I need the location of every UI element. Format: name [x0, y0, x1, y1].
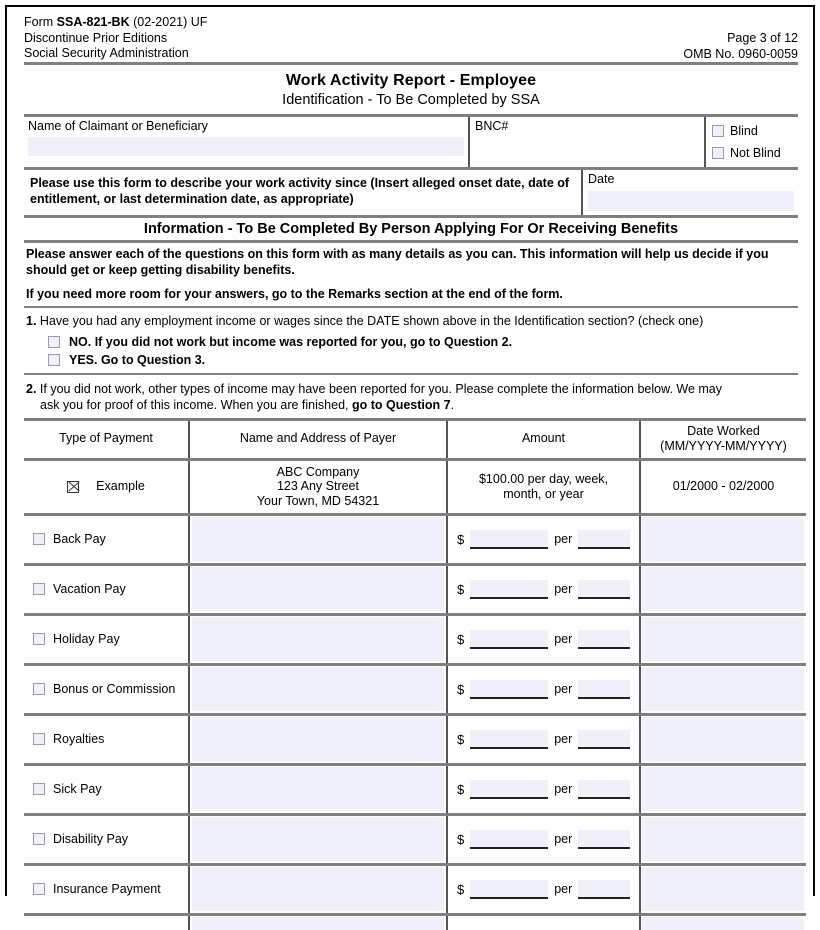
row-date-worked-input[interactable] [642, 617, 804, 661]
row-payer-input[interactable] [192, 717, 444, 761]
row-type-option[interactable] [24, 882, 188, 896]
currency-symbol: $ [457, 731, 465, 747]
row-checkbox-icon[interactable] [33, 633, 45, 645]
row-date-worked-cell [640, 764, 806, 814]
row-payer-input[interactable] [192, 517, 444, 561]
identification-section [24, 114, 798, 170]
claimant-name-label: Name of Claimant or Beneficiary [28, 119, 208, 133]
question-1-no-checkbox-icon[interactable] [48, 336, 60, 348]
row-amount-cell [447, 614, 640, 664]
bnc-input[interactable] [475, 137, 700, 156]
example-type-wrap [24, 479, 188, 494]
question-2-text-part-1: If you did not work, other types of income may have been reported for you. Please complete the information below. We may [39, 381, 722, 396]
question-2-text-part-2 [26, 397, 796, 413]
question-2 [24, 375, 798, 418]
bnc-label: BNC# [475, 119, 509, 133]
onset-date-input[interactable] [588, 191, 794, 211]
row-type-cell [24, 514, 189, 564]
row-amount-input[interactable] [470, 830, 548, 849]
table-row-example [24, 459, 806, 514]
information-banner: Information - To Be Completed By Person Applying For Or Receiving Benefits [24, 218, 798, 243]
agency-name: Social Security Administration [24, 46, 189, 60]
row-payer-cell [189, 814, 447, 864]
not-blind-checkbox-icon[interactable] [712, 147, 724, 159]
row-payer-input[interactable] [192, 767, 444, 811]
row-period-input[interactable] [578, 830, 630, 849]
row-checkbox-icon[interactable] [33, 583, 45, 595]
row-type-option[interactable] [24, 782, 188, 796]
form-header-left [24, 15, 207, 62]
column-header-payer: Name and Address of Payer [189, 419, 447, 459]
row-period-input[interactable] [578, 680, 630, 699]
use-form-instruction: Please use this form to describe your work activity since (Insert alleged onset date, date of entitlement, or last determination date, as appropriate) [24, 170, 583, 215]
row-type-cell [24, 714, 189, 764]
row-payer-cell [189, 864, 447, 914]
table-row [24, 864, 806, 914]
form-header-right [683, 15, 798, 62]
claimant-name-input[interactable] [28, 137, 464, 156]
row-type-cell [24, 564, 189, 614]
question-2-tail: . [450, 397, 455, 412]
blind-option[interactable] [712, 120, 794, 142]
form-sheet [6, 5, 814, 896]
not-blind-label: Not Blind [730, 146, 781, 160]
table-row-partial [24, 914, 806, 930]
row-date-worked-input[interactable] [642, 717, 804, 761]
row-period-input[interactable] [578, 530, 630, 549]
example-type-cell [24, 459, 189, 514]
row-amount-wrap [448, 830, 639, 849]
partial-payer-input[interactable] [192, 917, 444, 930]
row-payer-cell [189, 514, 447, 564]
column-header-date-worked-line1: Date Worked [687, 423, 760, 438]
example-amount-line-2: month, or year [503, 486, 584, 501]
row-amount-cell [447, 814, 640, 864]
row-payer-input[interactable] [192, 667, 444, 711]
discontinue-notice: Discontinue Prior Editions [24, 30, 168, 45]
currency-symbol: $ [457, 631, 465, 647]
row-type-cell [24, 764, 189, 814]
row-type-label: Holiday Pay [53, 632, 120, 646]
row-date-worked-cell [640, 714, 806, 764]
row-date-worked-input[interactable] [642, 667, 804, 711]
question-2-number: 2. [26, 381, 37, 396]
partial-date-worked-cell [640, 914, 806, 930]
payment-table-header-row [24, 419, 806, 459]
row-type-option[interactable] [24, 732, 188, 746]
row-amount-input[interactable] [470, 530, 548, 549]
column-header-date-worked-line2: (MM/YYYY-MM/YYYY) [660, 438, 787, 453]
row-type-cell [24, 664, 189, 714]
example-payer-line-2: 123 Any Street [276, 479, 359, 494]
table-row [24, 614, 806, 664]
example-payer-cell [189, 459, 447, 514]
partial-type-cell [24, 914, 189, 930]
row-type-option[interactable] [24, 582, 188, 596]
row-amount-wrap [448, 680, 639, 699]
instructions-line-1: Please answer each of the questions on this form with as many details as you can. This information will help us decide if you should get or keep getting disability benefits. [26, 247, 769, 277]
column-header-type-of-payment: Type of Payment [24, 419, 189, 459]
form-identifier-line [24, 15, 207, 31]
row-amount-input[interactable] [470, 780, 548, 799]
row-checkbox-icon[interactable] [33, 883, 45, 895]
row-amount-input[interactable] [470, 730, 548, 749]
table-row [24, 664, 806, 714]
table-row [24, 764, 806, 814]
row-date-worked-cell [640, 664, 806, 714]
row-period-input[interactable] [578, 630, 630, 649]
per-label: per [554, 632, 573, 646]
row-type-label: Disability Pay [53, 832, 129, 846]
table-row [24, 514, 806, 564]
per-label: per [554, 682, 573, 696]
row-type-option[interactable] [24, 682, 188, 696]
row-payer-cell [189, 614, 447, 664]
row-date-worked-input[interactable] [642, 517, 804, 561]
row-type-label: Royalties [53, 732, 105, 746]
partial-payer-cell [189, 914, 447, 930]
row-type-option[interactable] [24, 832, 188, 846]
row-amount-cell [447, 864, 640, 914]
example-payer-line-1: ABC Company [276, 464, 360, 479]
row-amount-cell [447, 714, 640, 764]
currency-symbol: $ [457, 881, 465, 897]
row-amount-cell [447, 514, 640, 564]
row-date-worked-input[interactable] [642, 567, 804, 611]
row-type-label: Bonus or Commission [53, 682, 176, 696]
row-amount-cell [447, 564, 640, 614]
partial-amount-cell [447, 914, 640, 930]
currency-symbol: $ [457, 531, 465, 547]
question-1-no-label: NO. If you did not work but income was reported for you, go to Question 2. [69, 334, 513, 349]
onset-date-cell [583, 170, 798, 215]
row-amount-wrap [448, 730, 639, 749]
blind-label: Blind [730, 124, 758, 138]
row-type-option[interactable] [24, 632, 188, 646]
blind-checkbox-icon[interactable] [712, 125, 724, 137]
row-checkbox-icon[interactable] [33, 683, 45, 695]
row-type-label: Sick Pay [53, 782, 102, 796]
per-label: per [554, 832, 573, 846]
example-amount-cell [447, 459, 640, 514]
row-date-worked-input[interactable] [642, 767, 804, 811]
onset-date-label: Date [588, 172, 615, 186]
form-number: SSA-821-BK [56, 15, 130, 29]
row-date-worked-cell [640, 814, 806, 864]
per-label: per [554, 732, 573, 746]
row-date-worked-input[interactable] [642, 867, 804, 911]
row-checkbox-icon[interactable] [33, 783, 45, 795]
row-type-cell [24, 814, 189, 864]
blind-status-cell [706, 117, 798, 167]
example-date-worked-cell: 01/2000 - 02/2000 [640, 459, 806, 514]
question-1-number: 1. [26, 313, 37, 328]
per-label: per [554, 882, 573, 896]
row-checkbox-icon[interactable] [33, 733, 45, 745]
row-payer-input[interactable] [192, 867, 444, 911]
question-2-lead: ask you for proof of this income. When you are finished, [40, 397, 352, 412]
row-date-worked-input[interactable] [642, 817, 804, 861]
row-payer-cell [189, 714, 447, 764]
row-payer-input[interactable] [192, 817, 444, 861]
example-payer-line-3: Your Town, MD 54321 [256, 493, 380, 508]
use-form-section [24, 170, 798, 218]
row-payer-cell [189, 664, 447, 714]
question-1-text: Have you had any employment income or wages since the DATE shown above in the Identification section? (check one) [39, 313, 704, 328]
column-header-date-worked [640, 419, 806, 459]
row-amount-input[interactable] [470, 630, 548, 649]
currency-symbol: $ [457, 681, 465, 697]
question-1-yes-checkbox-icon[interactable] [48, 354, 60, 366]
row-payer-input[interactable] [192, 617, 444, 661]
page-number: Page 3 of 12 [727, 31, 798, 45]
question-1-option-no[interactable] [24, 331, 798, 349]
question-1-option-yes[interactable] [24, 349, 798, 373]
table-row [24, 564, 806, 614]
row-type-cell [24, 864, 189, 914]
question-1-yes-label: YES. Go to Question 3. [69, 352, 206, 367]
example-checkbox-checked-icon [67, 481, 79, 493]
table-row [24, 814, 806, 864]
per-label: per [554, 532, 573, 546]
row-checkbox-icon[interactable] [33, 533, 45, 545]
row-checkbox-icon[interactable] [33, 833, 45, 845]
form-edition: (02-2021) UF [133, 15, 208, 29]
table-row [24, 714, 806, 764]
row-amount-cell [447, 664, 640, 714]
row-period-input[interactable] [578, 780, 630, 799]
instructions-line-2: If you need more room for your answers, go to the Remarks section at the end of the form. [26, 287, 563, 301]
row-amount-wrap [448, 630, 639, 649]
row-amount-cell [447, 764, 640, 814]
row-amount-input[interactable] [470, 580, 548, 599]
row-amount-wrap [448, 530, 639, 549]
row-amount-wrap [448, 780, 639, 799]
row-date-worked-cell [640, 614, 806, 664]
row-date-worked-cell [640, 564, 806, 614]
not-blind-option[interactable] [712, 142, 794, 164]
form-header [24, 15, 798, 62]
question-2-goto-link: go to Question 7 [351, 397, 451, 412]
row-payer-cell [189, 764, 447, 814]
example-label: Example [96, 479, 145, 494]
per-label: per [554, 582, 573, 596]
row-amount-input[interactable] [470, 680, 548, 699]
form-prefix-label: Form [24, 15, 54, 29]
row-type-cell [24, 614, 189, 664]
page-subtitle: Identification - To Be Completed by SSA [282, 92, 540, 108]
row-type-option[interactable] [24, 532, 188, 546]
currency-symbol: $ [457, 581, 465, 597]
example-amount-line-1: $100.00 per day, week, [478, 472, 609, 486]
payment-table-body [24, 459, 806, 930]
omb-number: OMB No. 0960-0059 [683, 46, 798, 61]
payment-table [24, 418, 806, 930]
row-payer-cell [189, 564, 447, 614]
row-period-input[interactable] [578, 730, 630, 749]
row-type-label: Insurance Payment [53, 882, 161, 896]
row-type-label: Back Pay [53, 532, 106, 546]
bnc-cell [470, 117, 706, 167]
column-header-amount: Amount [447, 419, 640, 459]
currency-symbol: $ [457, 781, 465, 797]
instructions-spacer [26, 278, 796, 287]
page-title: Work Activity Report - Employee [285, 72, 537, 89]
row-period-input[interactable] [578, 580, 630, 599]
row-type-label: Vacation Pay [53, 582, 126, 596]
row-payer-input[interactable] [192, 567, 444, 611]
row-date-worked-cell [640, 864, 806, 914]
claimant-name-cell [24, 117, 470, 167]
question-1 [24, 308, 798, 331]
partial-date-worked-input[interactable] [642, 917, 804, 930]
per-label: per [554, 782, 573, 796]
row-date-worked-cell [640, 514, 806, 564]
row-amount-wrap [448, 580, 639, 599]
instructions-block [24, 243, 798, 306]
currency-symbol: $ [457, 831, 465, 847]
